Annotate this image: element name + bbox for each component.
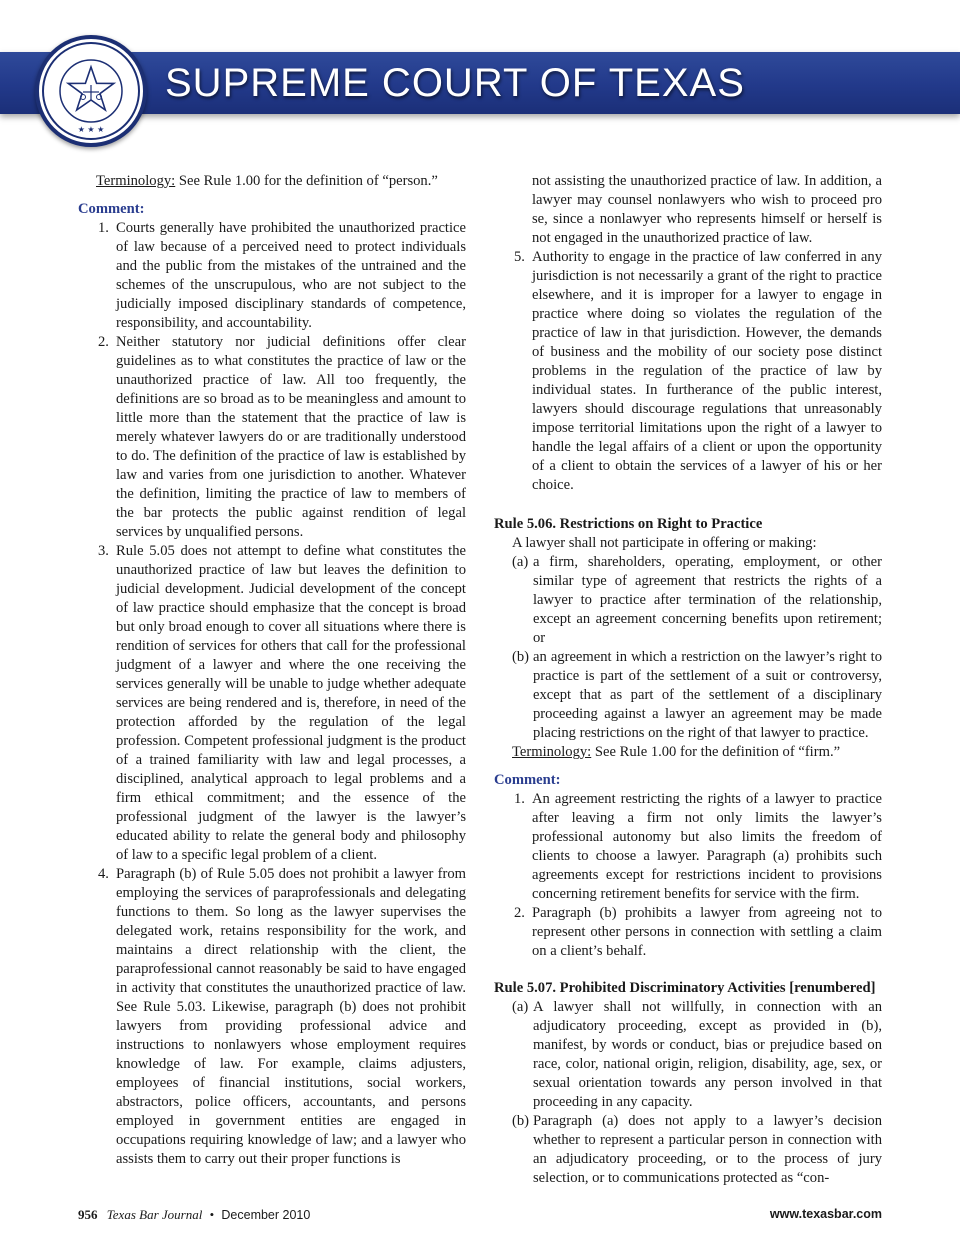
comment-heading: Comment: xyxy=(494,772,561,788)
issue-date: December 2010 xyxy=(221,1208,311,1222)
comment-item xyxy=(494,904,882,961)
item-text: Paragraph (b) prohibits a lawyer from agreeing not to represent other persons in connection with settling a claim on a client’s behalf. xyxy=(532,905,882,959)
comment-item xyxy=(78,219,466,333)
left-column xyxy=(78,172,466,1169)
rule-intro: A lawyer shall not participate in offering or making: xyxy=(512,535,817,551)
rule-clause xyxy=(512,998,882,1112)
terminology-label: Terminology: xyxy=(512,744,592,760)
comment-item xyxy=(494,790,882,904)
item-number: 5. xyxy=(514,249,525,265)
rule-heading: Rule 5.06. Restrictions on Right to Practice xyxy=(494,516,763,532)
clause-label: (a) xyxy=(512,554,529,570)
rule-clause xyxy=(512,1112,882,1188)
item-number: 1. xyxy=(98,220,109,236)
comment-item xyxy=(78,865,466,1169)
terminology-label: Terminology: xyxy=(96,173,176,189)
page-number: 956 xyxy=(78,1207,98,1222)
comment-heading: Comment: xyxy=(78,201,145,217)
comment-item xyxy=(494,248,882,495)
item-number: 1. xyxy=(514,791,525,807)
footer-separator: • xyxy=(209,1207,215,1222)
clause-label: (b) xyxy=(512,649,530,665)
item-text: Paragraph (b) of Rule 5.05 does not prohibit a lawyer from employing the services of paraprofessionals and delegating functions to them. So long as the lawyer supervises the delegated work, retains responsibility for the work, and maintains a direct relationship with the client, the paraprofessional cannot reasonably be said to have engaged in activity that constitutes the unauthorized practice of law. See Rule 5.03. Likewise, paragraph (b) does not prohibit lawyers from providing professional advice and instructions to nonlawyers whose employment requires knowledge of law. For example, claims adjusters, employees of financial institutions, social workers, abstractors, police officers, accountants, and persons employed in government entities are engaged in occupations requiring knowledge of law; and a lawyer who assists them to carry out their proper functions is xyxy=(116,866,466,1167)
item-text: Authority to engage in the practice of law conferred in any jurisdiction is not necessarily a grant of the right to practice elsewhere, and it is improper for a lawyer to engage in practice where doing so violates the regulation of the practice of law in that jurisdiction. However, the demands of business and the mobility of our society pose distinct problems in the regulation of the practice of law by individual states. In furtherance of the public interest, lawyers should discourage regulations that unreasonably impose territorial limitations upon the right of a lawyer to handle the legal affairs of a client or upon the opportunity of a client to obtain the services of a lawyer of his or her choice. xyxy=(532,249,882,493)
clause-text: an agreement in which a restriction on the lawyer’s right to practice is part of the settlement of a suit or controversy, except that as part of the settlement of a disciplinary proceeding against a lawyer an agreement may be made placing restrictions on the right of that lawyer to practice. xyxy=(533,649,882,741)
clause-text: a firm, shareholders, operating, employment, or other similar type of agreement that restricts the rights of a lawyer to practice after termination of the relationship, except an agreement concerning benefits upon retirement; or xyxy=(533,554,882,646)
rule-clause xyxy=(512,553,882,648)
comment-item xyxy=(78,542,466,865)
terminology-text: See Rule 1.00 for the definition of “person.” xyxy=(175,173,438,189)
journal-name: Texas Bar Journal xyxy=(106,1207,203,1222)
clause-text: Paragraph (a) does not apply to a lawyer’s decision whether to represent a particular person in connection with an adjudicatory proceeding, or to the process of jury selection, or to communications protected as “con- xyxy=(533,1113,882,1186)
item-text: Rule 5.05 does not attempt to define what constitutes the unauthorized practice of law but leaves the definition to judicial development. Judicial development of the concept of law practice should emphasize that the concept is broad but only broad enough to cover all situations where there is rendition of services for others that call for the professional judgment of a lawyer and where the one receiving the services generally will be unable to judge whether adequate services are being rendered and is, therefore, in need of the protection afforded by the regulation of the legal profession. Competent professional judgment is the product of a trained familiarity with law and legal processes, a disciplined, analytical approach to legal problems and a firm ethical commitment; and the essence of the professional judgment of the lawyer is the lawyer’s educated ability to relate the general body and philosophy of law to a specific legal problem of a client. xyxy=(116,543,466,863)
terminology-note xyxy=(512,743,882,762)
item-text: Neither statutory nor judicial definitions offer clear guidelines as to what constitutes the practice of law or the unauthorized practice of law. All too frequently, the definitions are so broad as to be meaningless and amount to little more than the statement that the practice of law is merely whatever lawyers do or are traditionally understood to do. The definition of the practice of law is established by law and varies from one jurisdiction to another. Whatever the definition, limiting the practice of law to members of the bar protects the public against rendition of legal services by unqualified persons. xyxy=(116,334,466,540)
court-seal-logo xyxy=(35,35,147,147)
clause-text: A lawyer shall not willfully, in connection with an adjudicatory proceeding, except as provided in (b), manifest, by words or conduct, bias or prejudice based on race, color, national origin, religion, disability, age, sex, or sexual orientation towards any person involved in that proceeding in any capacity. xyxy=(533,999,882,1110)
svg-text:★ ★ ★: ★ ★ ★ xyxy=(77,125,105,134)
page-footer xyxy=(78,1207,882,1227)
page-title: SUPREME COURT OF TEXAS xyxy=(165,61,745,105)
terminology-note xyxy=(96,172,466,191)
item-number: 2. xyxy=(98,334,109,350)
right-column xyxy=(494,172,882,1188)
rule-heading: Rule 5.07. Prohibited Discriminatory Activities [renumbered] xyxy=(494,980,876,996)
item-number: 2. xyxy=(514,905,525,921)
item-number: 4. xyxy=(98,866,109,882)
item-text: An agreement restricting the rights of a lawyer to practice after leaving a firm not only limits the lawyer’s professional autonomy but also limits the freedom of clients to choose a lawyer. Paragraph (a) prohibits such agreements except for restrictions incident to provisions concerning retirement benefits for service with the firm. xyxy=(532,791,882,902)
continued-text: not assisting the unauthorized practice of law. In addition, a lawyer may counsel nonlawyers who wish to proceed pro se, since a nonlawyer who represents himself or herself is not engaged in the unauthorized practice of law. xyxy=(532,173,882,246)
comment-item xyxy=(78,333,466,542)
terminology-text: See Rule 1.00 for the definition of “firm.” xyxy=(591,744,841,760)
item-text: Courts generally have prohibited the unauthorized practice of law because of a perceived need to protect individuals and the public from the mistakes of the untrained and the schemes of the unscrupulous, who are not subject to the judicially imposed disciplinary standards of competence, responsibility, and accountability. xyxy=(116,220,466,331)
item-number: 3. xyxy=(98,543,109,559)
website-link[interactable]: www.texasbar.com xyxy=(769,1207,882,1221)
clause-label: (b) xyxy=(512,1113,530,1129)
rule-clause xyxy=(512,648,882,743)
seal-star-icon xyxy=(39,39,143,143)
clause-label: (a) xyxy=(512,999,529,1015)
